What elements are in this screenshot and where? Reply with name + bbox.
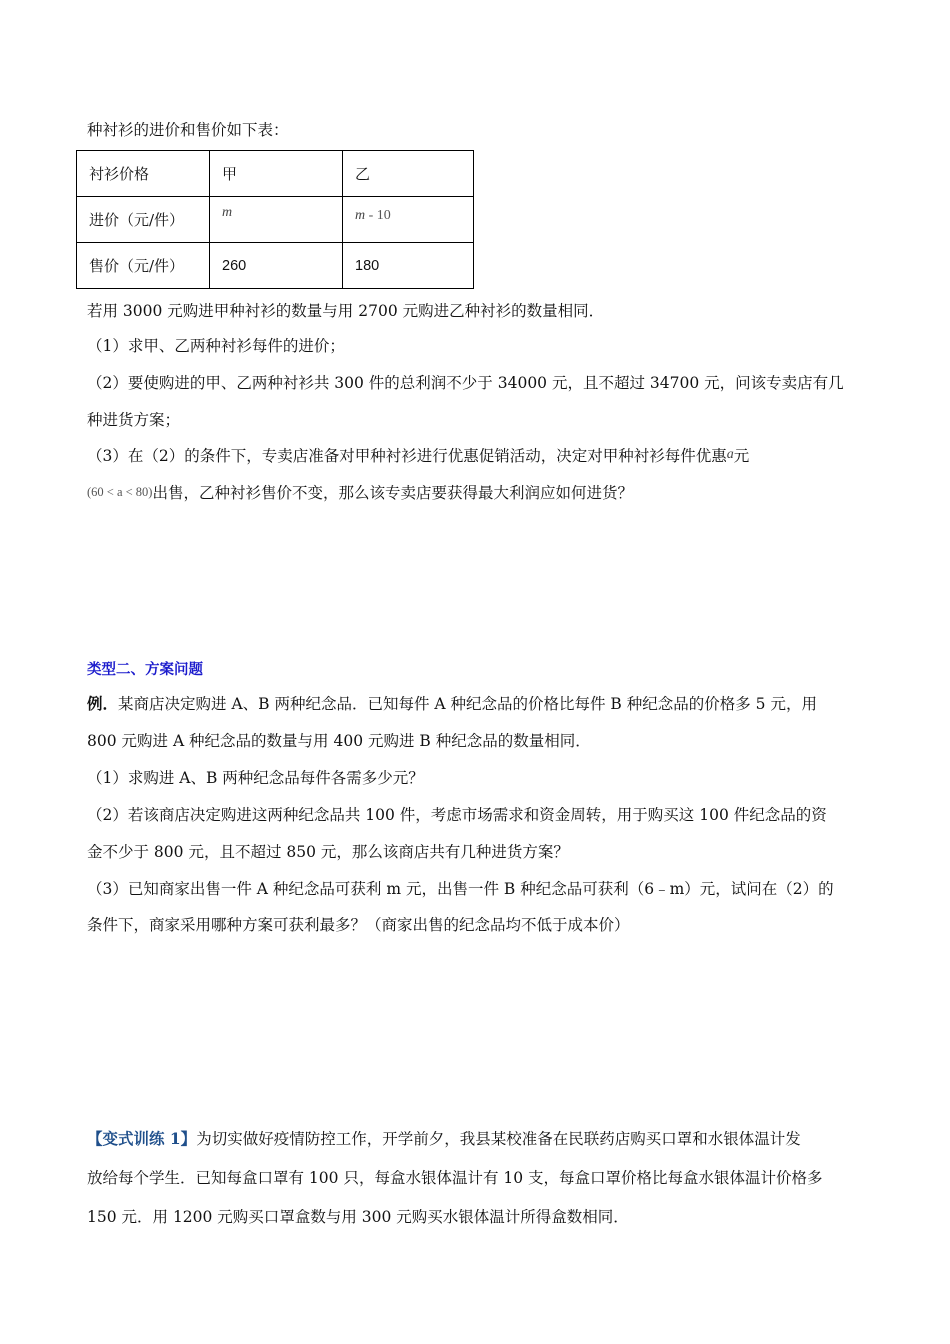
problem1-q2-line1: （2）要使购进的甲、乙两种衬衫共 300 件的总利润不少于 34000 元，且不超过 34700 元，问该专卖店有几 <box>87 374 844 392</box>
training-line3: 150 元．用 1200 元购买口罩盒数与用 300 元购买水银体温计所得盒数相同． <box>87 1208 629 1226</box>
problem1-q3-line1 <box>87 446 749 468</box>
q3-text2: 出售，乙种衬衫售价不变，那么该专卖店要获得最大利润应如何进货？ <box>152 484 633 502</box>
table-header-cell: 甲 <box>210 151 343 197</box>
training-label: 【变式训练 1】 <box>87 1129 197 1148</box>
example-q3-line2: 条件下，商家采用哪种方案可获利最多？（商家出售的纪念品均不低于成本价） <box>87 916 630 934</box>
example-q2-line2: 金不少于 800 元，且不超过 850 元，那么该商店共有几种进货方案？ <box>87 843 569 861</box>
example-q1: （1）求购进 A、B 两种纪念品每件各需多少元？ <box>87 769 424 787</box>
table-cell-sale-label: 售价（元/件） <box>77 243 210 289</box>
table-cell-cost-label: 进价（元/件） <box>77 197 210 243</box>
table-header-cell: 衬衫价格 <box>77 151 210 197</box>
table-cell-sale-yi: 180 <box>343 243 474 289</box>
math-condition: (60 < a < 80) <box>87 485 153 499</box>
price-table <box>76 150 474 289</box>
intro-text: 种衬衫的进价和售价如下表： <box>87 121 289 139</box>
training-text: 为切实做好疫情防控工作，开学前夕，我县某校准备在民联药店购买口罩和水银体温计发 <box>196 1130 801 1148</box>
math-var: m <box>222 205 233 220</box>
math-var: m <box>355 208 366 223</box>
problem1-q3-line2 <box>87 483 633 504</box>
section-title: 类型二、方案问题 <box>87 662 203 678</box>
math-var: a <box>726 447 734 462</box>
problem1-q1: （1）求甲、乙两种衬衫每件的进价； <box>87 337 345 355</box>
q3-unit: 元 <box>733 447 750 465</box>
table-header-cell: 乙 <box>343 151 474 197</box>
example-label: 例． <box>87 694 119 713</box>
example-q3-line1: （3）已知商家出售一件 A 种纪念品可获利 m 元，出售一件 B 种纪念品可获利（6﹣m）元，试问在（2）的 <box>87 880 834 898</box>
table-row <box>77 243 474 289</box>
math-rest: - 10 <box>365 208 391 223</box>
training-line1 <box>87 1129 801 1149</box>
table-cell-cost-yi <box>343 197 474 243</box>
q3-text: （3）在（2）的条件下，专卖店准备对甲种衬衫进行优惠促销活动，决定对甲种衬衫每件优惠 <box>87 447 727 465</box>
training-line2: 放给每个学生．已知每盒口罩有 100 只，每盒水银体温计有 10 支，每盒口罩价格比每盒水银体温计价格多 <box>87 1169 823 1187</box>
example-line2: 800 元购进 A 种纪念品的数量与用 400 元购进 B 种纪念品的数量相同． <box>87 732 591 750</box>
table-row <box>77 197 474 243</box>
example-q2-line1: （2）若该商店决定购进这两种纪念品共 100 件，考虑市场需求和资金周转，用于购买这 100 件纪念品的资 <box>87 806 827 824</box>
example-text: 某商店决定购进 A、B 两种纪念品．已知每件 A 种纪念品的价格比每件 B 种纪念品的价格多 5 元，用 <box>118 695 817 713</box>
table-cell-sale-jia: 260 <box>210 243 343 289</box>
table-cell-cost-jia <box>210 197 343 243</box>
problem1-statement: 若用 3000 元购进甲种衬衫的数量与用 2700 元购进乙种衬衫的数量相同． <box>87 302 605 320</box>
table-row <box>77 151 474 197</box>
problem1-q2-line2: 种进货方案； <box>87 411 181 429</box>
example-line1 <box>87 694 817 714</box>
